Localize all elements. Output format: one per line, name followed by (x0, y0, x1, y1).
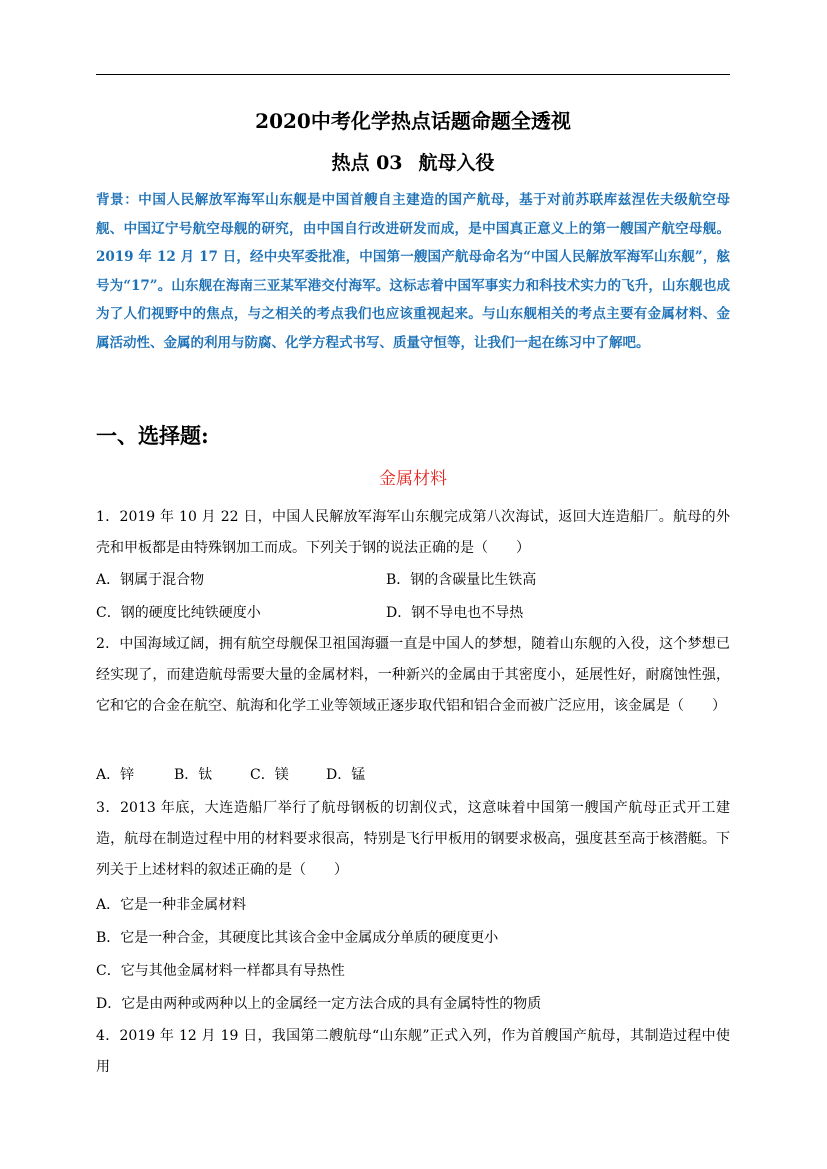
question-1-stem: 1．2019 年 10 月 22 日，中国人民解放军海军山东舰完成第八次海试，返回大连造船厂。航母的外壳和甲板都是由特殊钢加工而成。下列关于钢的说法正确的是（ ） (96, 509, 730, 556)
topic-heading: 金属材料 (379, 469, 447, 489)
question-3-option-c: C．它与其他金属材料一样都具有导热性 (96, 963, 345, 979)
page-title: 2020中考化学热点话题命题全透视 (255, 109, 571, 133)
question-4-stem: 4．2019 年 12 月 19 日，我国第二艘航母“山东舰”正式入列，作为首艘国产航母，其制造过程中使用 (96, 1028, 730, 1075)
page-subtitle (96, 148, 730, 178)
question-1-option-a: A．钢属于混合物 (96, 572, 205, 588)
question-1-option-d: D．钢不导电也不导热 (386, 605, 524, 621)
question-2-option-b: B．钛 (174, 767, 213, 783)
question-2-option-a: A．锌 (96, 767, 135, 783)
subtitle-label: 热点 03 (331, 152, 403, 174)
question-1-option-c: C．钢的硬度比纯铁硬度小 (96, 605, 261, 621)
question-3-option-a: A．它是一种非金属材料 (96, 897, 247, 913)
subtitle-topic: 航母入役 (418, 152, 495, 174)
question-3-option-b: B．它是一种合金，其硬度比其该合金中金属成分单质的硬度更小 (96, 930, 499, 946)
question-2-option-c: C．镁 (250, 767, 289, 783)
question-3-option-d: D．它是由两种或两种以上的金属经一定方法合成的具有金属特性的物质 (96, 996, 542, 1012)
header-rule (96, 74, 730, 75)
section-heading: 一、选择题: (96, 423, 209, 448)
question-1-option-b: B．钢的含碳量比生铁高 (386, 572, 537, 588)
question-3-stem: 3．2013 年底，大连造船厂举行了航母钢板的切割仪式，这意味着中国第一艘国产航母正式开工建造，航母在制造过程中用的材料要求很高，特别是飞行甲板用的钢要求极高，强度甚至高于核潜艇。下列关于上述材料的叙述正确的是（ ） (96, 800, 730, 878)
question-2-stem: 2．中国海域辽阔，拥有航空母舰保卫祖国海疆一直是中国人的梦想，随着山东舰的入役，这个梦想已经实现了，而建造航母需要大量的金属材料，一种新兴的金属由于其密度小，延展性好，耐腐蚀性强，它和它的合金在航空、航海和化学工业等领域正逐步取代铝和铝合金而被广泛应用，该金属是（ ） (96, 636, 730, 714)
background-paragraph: 背景：中国人民解放军海军山东舰是中国首艘自主建造的国产航母，基于对前苏联库兹涅佐夫级航空母舰、中国辽宁号航空母舰的研究，由中国自行改进研发而成，是中国真正意义上的第一艘国产航空母舰。2019 年 12 月 17 日，经中央军委批准，中国第一艘国产航母命名为“中国人民解放军海军山东舰”，舷号为“17”。山东舰在海南三亚某军港交付海军。这标志着中国军事实力和科技术实力的飞升，山东舰也成为了人们视野中的焦点，与之相关的考点我们也应该重视起来。与山东舰相关的考点主要有金属材料、金属活动性、金属的利用与防腐、化学方程式书写、质量守恒等，让我们一起在练习中了解吧。 (96, 192, 730, 351)
question-2-option-d: D．锰 (326, 767, 366, 783)
